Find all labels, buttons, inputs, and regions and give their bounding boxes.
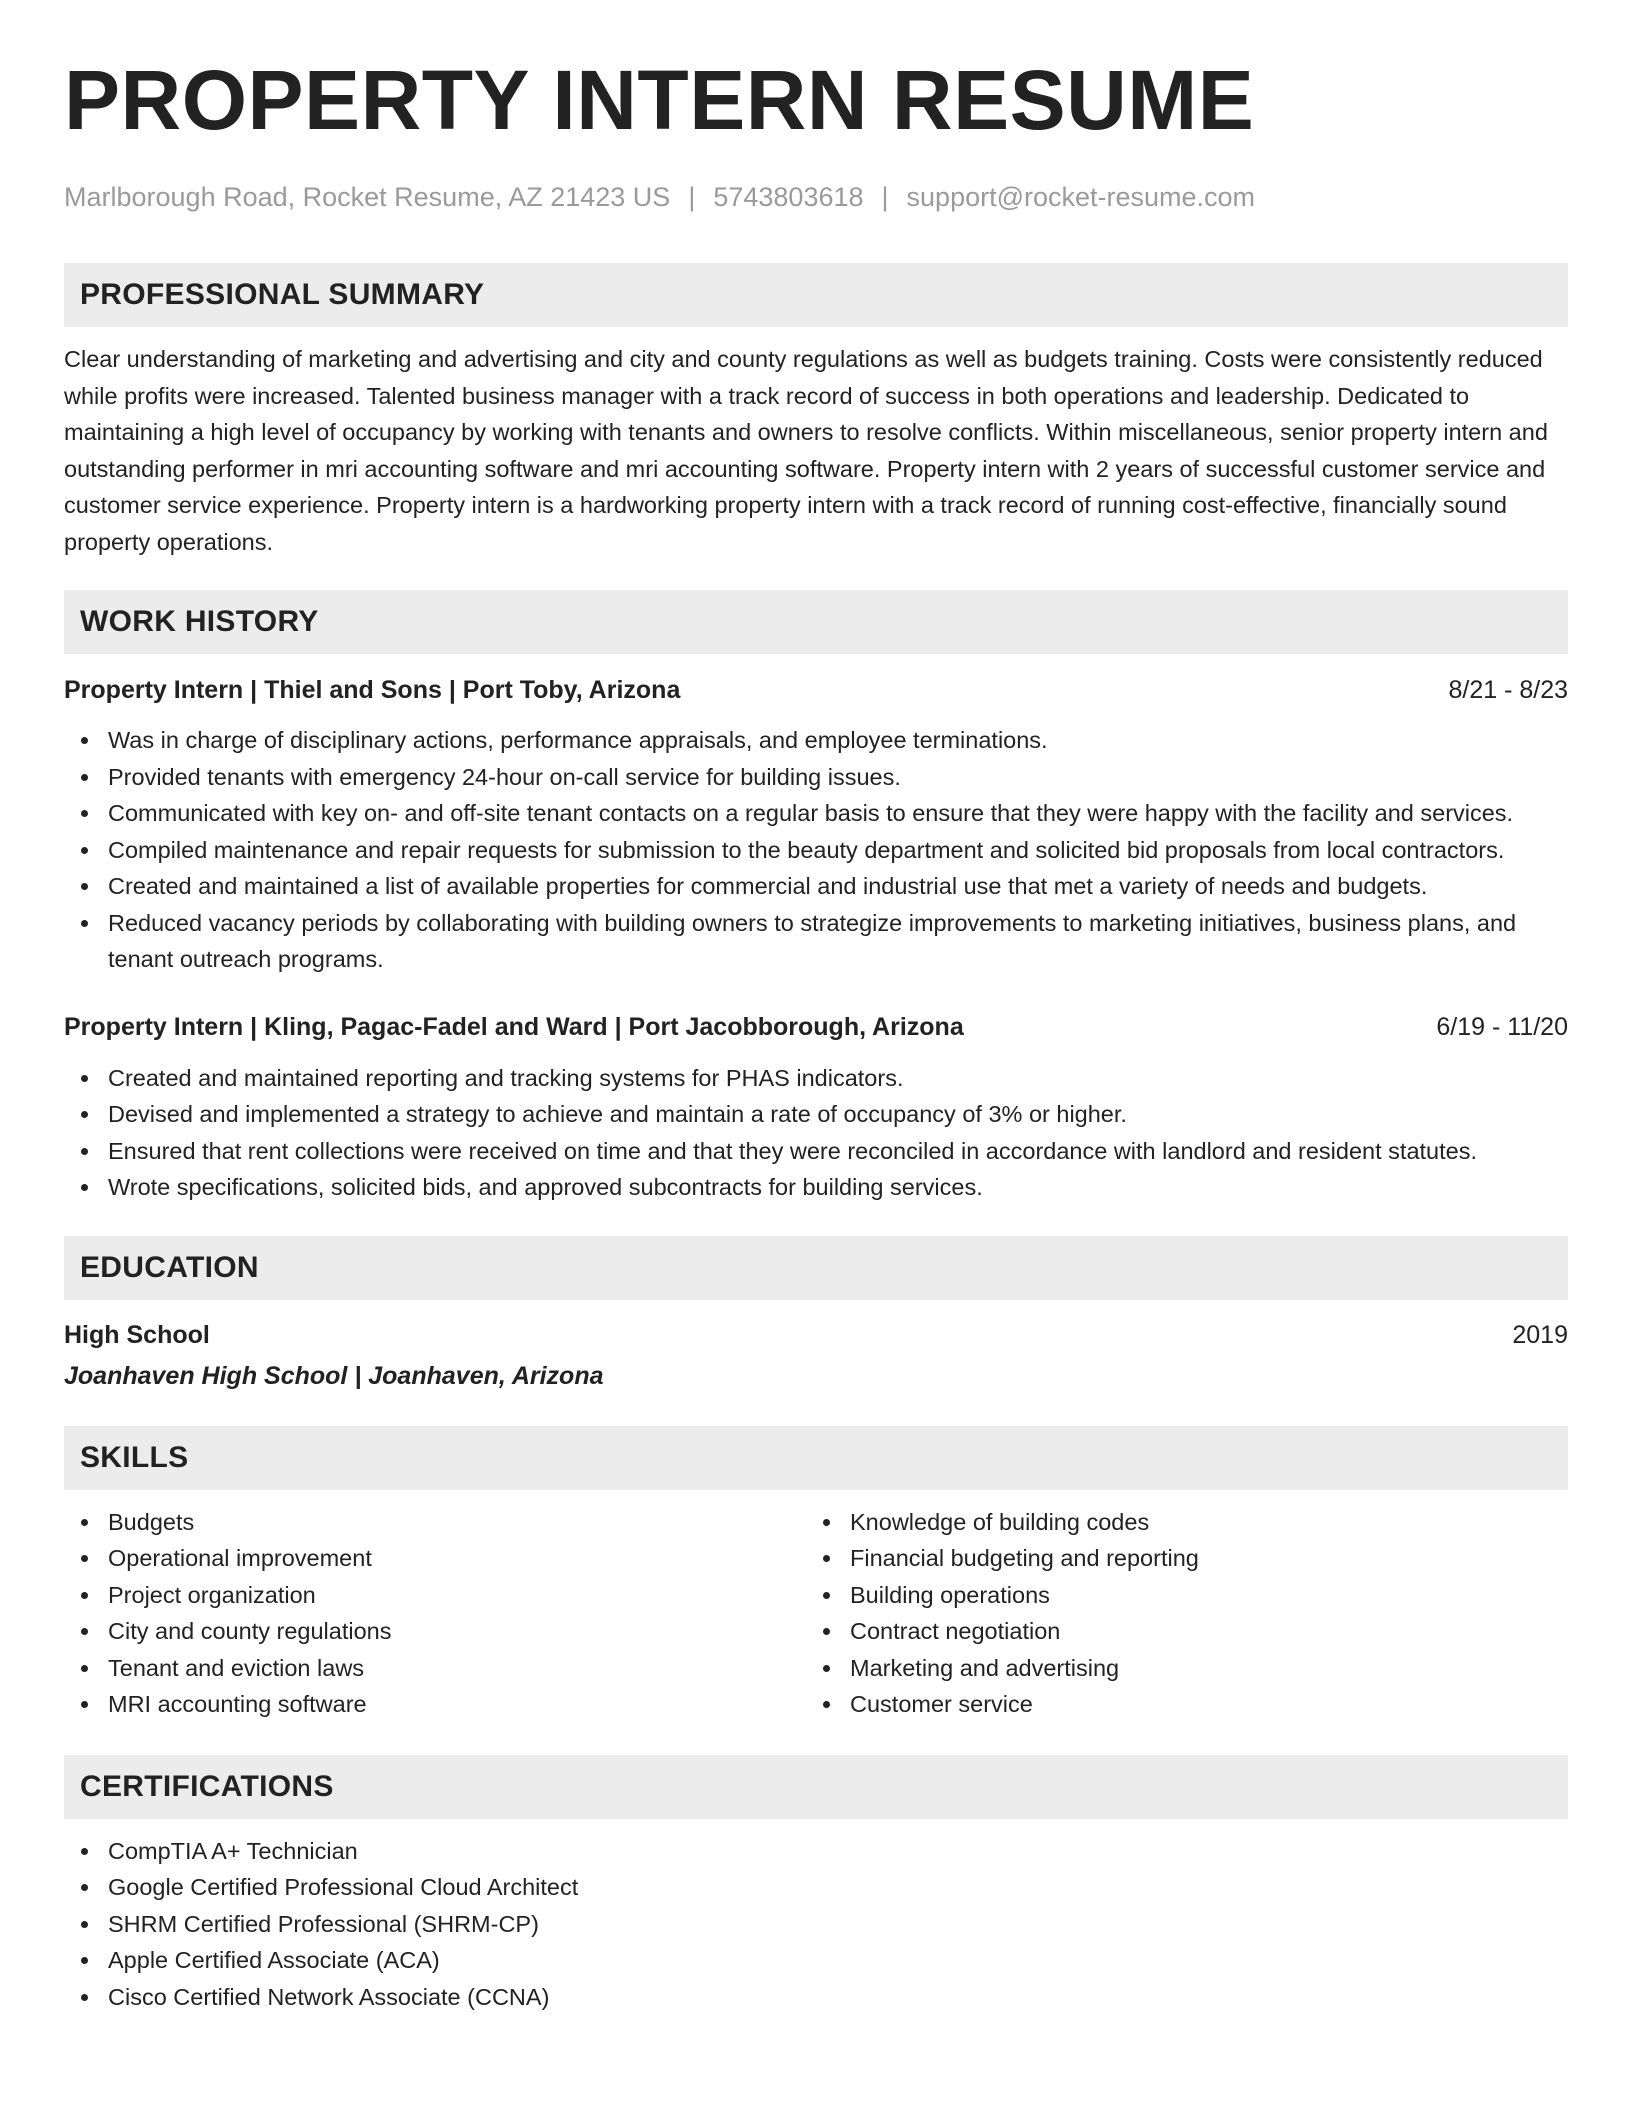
list-item: Communicated with key on- and off-site tenant contacts on a regular basis to ensure that they were happy with the facility and services. <box>64 795 1568 832</box>
list-item: Financial budgeting and reporting <box>806 1540 1548 1577</box>
list-item: Reduced vacancy periods by collaborating with building owners to strategize improvements to marketing initiatives, business plans, and tenant outreach programs. <box>64 905 1568 978</box>
job-entry <box>64 672 1568 978</box>
list-item: MRI accounting software <box>64 1686 806 1723</box>
list-item: Contract negotiation <box>806 1613 1548 1650</box>
list-item: Tenant and eviction laws <box>64 1650 806 1687</box>
education-header <box>64 1318 1568 1354</box>
list-item: Was in charge of disciplinary actions, performance appraisals, and employee terminations. <box>64 722 1568 759</box>
skills-columns <box>64 1490 1568 1723</box>
contact-separator: | <box>881 182 889 212</box>
list-item: Google Certified Professional Cloud Architect <box>64 1869 1568 1906</box>
list-item: Operational improvement <box>64 1540 806 1577</box>
list-item: SHRM Certified Professional (SHRM-CP) <box>64 1906 1568 1943</box>
list-item: Cisco Certified Network Associate (CCNA) <box>64 1979 1568 2016</box>
job-title: Property Intern | Kling, Pagac-Fadel and Ward | Port Jacobborough, Arizona <box>64 1013 964 1041</box>
job-entry <box>64 1010 1568 1206</box>
contact-line <box>64 184 1568 211</box>
list-item: Budgets <box>64 1504 806 1541</box>
list-item: Project organization <box>64 1577 806 1614</box>
job-bullets <box>64 1060 1568 1206</box>
contact-phone[interactable]: 5743803618 <box>713 182 864 212</box>
list-item: Provided tenants with emergency 24-hour on-call service for building issues. <box>64 759 1568 796</box>
contact-address: Marlborough Road, Rocket Resume, AZ 21423 US <box>64 182 671 212</box>
section-heading: CERTIFICATIONS <box>80 1769 334 1803</box>
list-item: CompTIA A+ Technician <box>64 1833 1568 1870</box>
education-year: 2019 <box>1512 1321 1568 1349</box>
list-item: Devised and implemented a strategy to achieve and maintain a rate of occupancy of 3% or higher. <box>64 1096 1568 1133</box>
section-heading: PROFESSIONAL SUMMARY <box>80 278 485 311</box>
section-header <box>64 1755 1568 1819</box>
certifications-list <box>64 1833 1568 2016</box>
education-section <box>64 1236 1568 1394</box>
education-degree: High School <box>64 1321 210 1349</box>
list-item: Customer service <box>806 1686 1548 1723</box>
skills-list-left <box>64 1504 806 1723</box>
list-item: Created and maintained reporting and tracking systems for PHAS indicators. <box>64 1060 1568 1097</box>
skills-list-right <box>806 1504 1548 1723</box>
list-item: Knowledge of building codes <box>806 1504 1548 1541</box>
job-dates: 8/21 - 8/23 <box>1448 675 1568 704</box>
professional-summary-section <box>64 263 1568 560</box>
education-school: Joanhaven High School | Joanhaven, Arizona <box>64 1361 604 1390</box>
job-header <box>64 672 1568 708</box>
job-bullets <box>64 722 1568 978</box>
section-heading: EDUCATION <box>80 1250 259 1284</box>
section-header <box>64 590 1568 654</box>
list-item: Ensured that rent collections were received on time and that they were reconciled in accordance with landlord and resident statutes. <box>64 1133 1568 1170</box>
work-history-section <box>64 590 1568 1206</box>
resume-content <box>64 53 1568 2015</box>
list-item: Apple Certified Associate (ACA) <box>64 1942 1568 1979</box>
section-header <box>64 263 1568 327</box>
resume-title: PROPERTY INTERN RESUME <box>64 53 1255 147</box>
section-heading: WORK HISTORY <box>80 605 319 638</box>
job-dates: 6/19 - 11/20 <box>1436 1013 1568 1041</box>
list-item: Compiled maintenance and repair requests for submission to the beauty department and solicited bid proposals from local contractors. <box>64 832 1568 869</box>
skills-section <box>64 1426 1568 1723</box>
list-item: Marketing and advertising <box>806 1650 1548 1687</box>
section-header <box>64 1426 1568 1490</box>
contact-email[interactable]: support@rocket-resume.com <box>906 182 1256 212</box>
certifications-section <box>64 1755 1568 2016</box>
job-header <box>64 1010 1568 1046</box>
job-title: Property Intern | Thiel and Sons | Port Toby, Arizona <box>64 675 681 704</box>
section-header <box>64 1236 1568 1300</box>
summary-text: Clear understanding of marketing and advertising and city and county regulations as well as budgets training. Costs were consistently reduced while profits were increased. Talented business manager with a track record of success in both operations and leadership. Dedicated to maintaining a high level of occupancy by working with tenants and owners to resolve conflicts. Within miscellaneous, senior property intern and outstanding performer in mri accounting software and mri accounting software. Property intern with 2 years of successful customer service and customer service experience. Property intern is a hardworking property intern with a track record of running cost-effective, financially sound property operations. <box>64 346 1548 555</box>
section-heading: SKILLS <box>80 1440 189 1474</box>
list-item: Building operations <box>806 1577 1548 1614</box>
list-item: City and county regulations <box>64 1613 806 1650</box>
list-item: Wrote specifications, solicited bids, and approved subcontracts for building services. <box>64 1169 1568 1206</box>
contact-separator: | <box>688 182 696 212</box>
list-item: Created and maintained a list of available properties for commercial and industrial use that met a variety of needs and budgets. <box>64 868 1568 905</box>
